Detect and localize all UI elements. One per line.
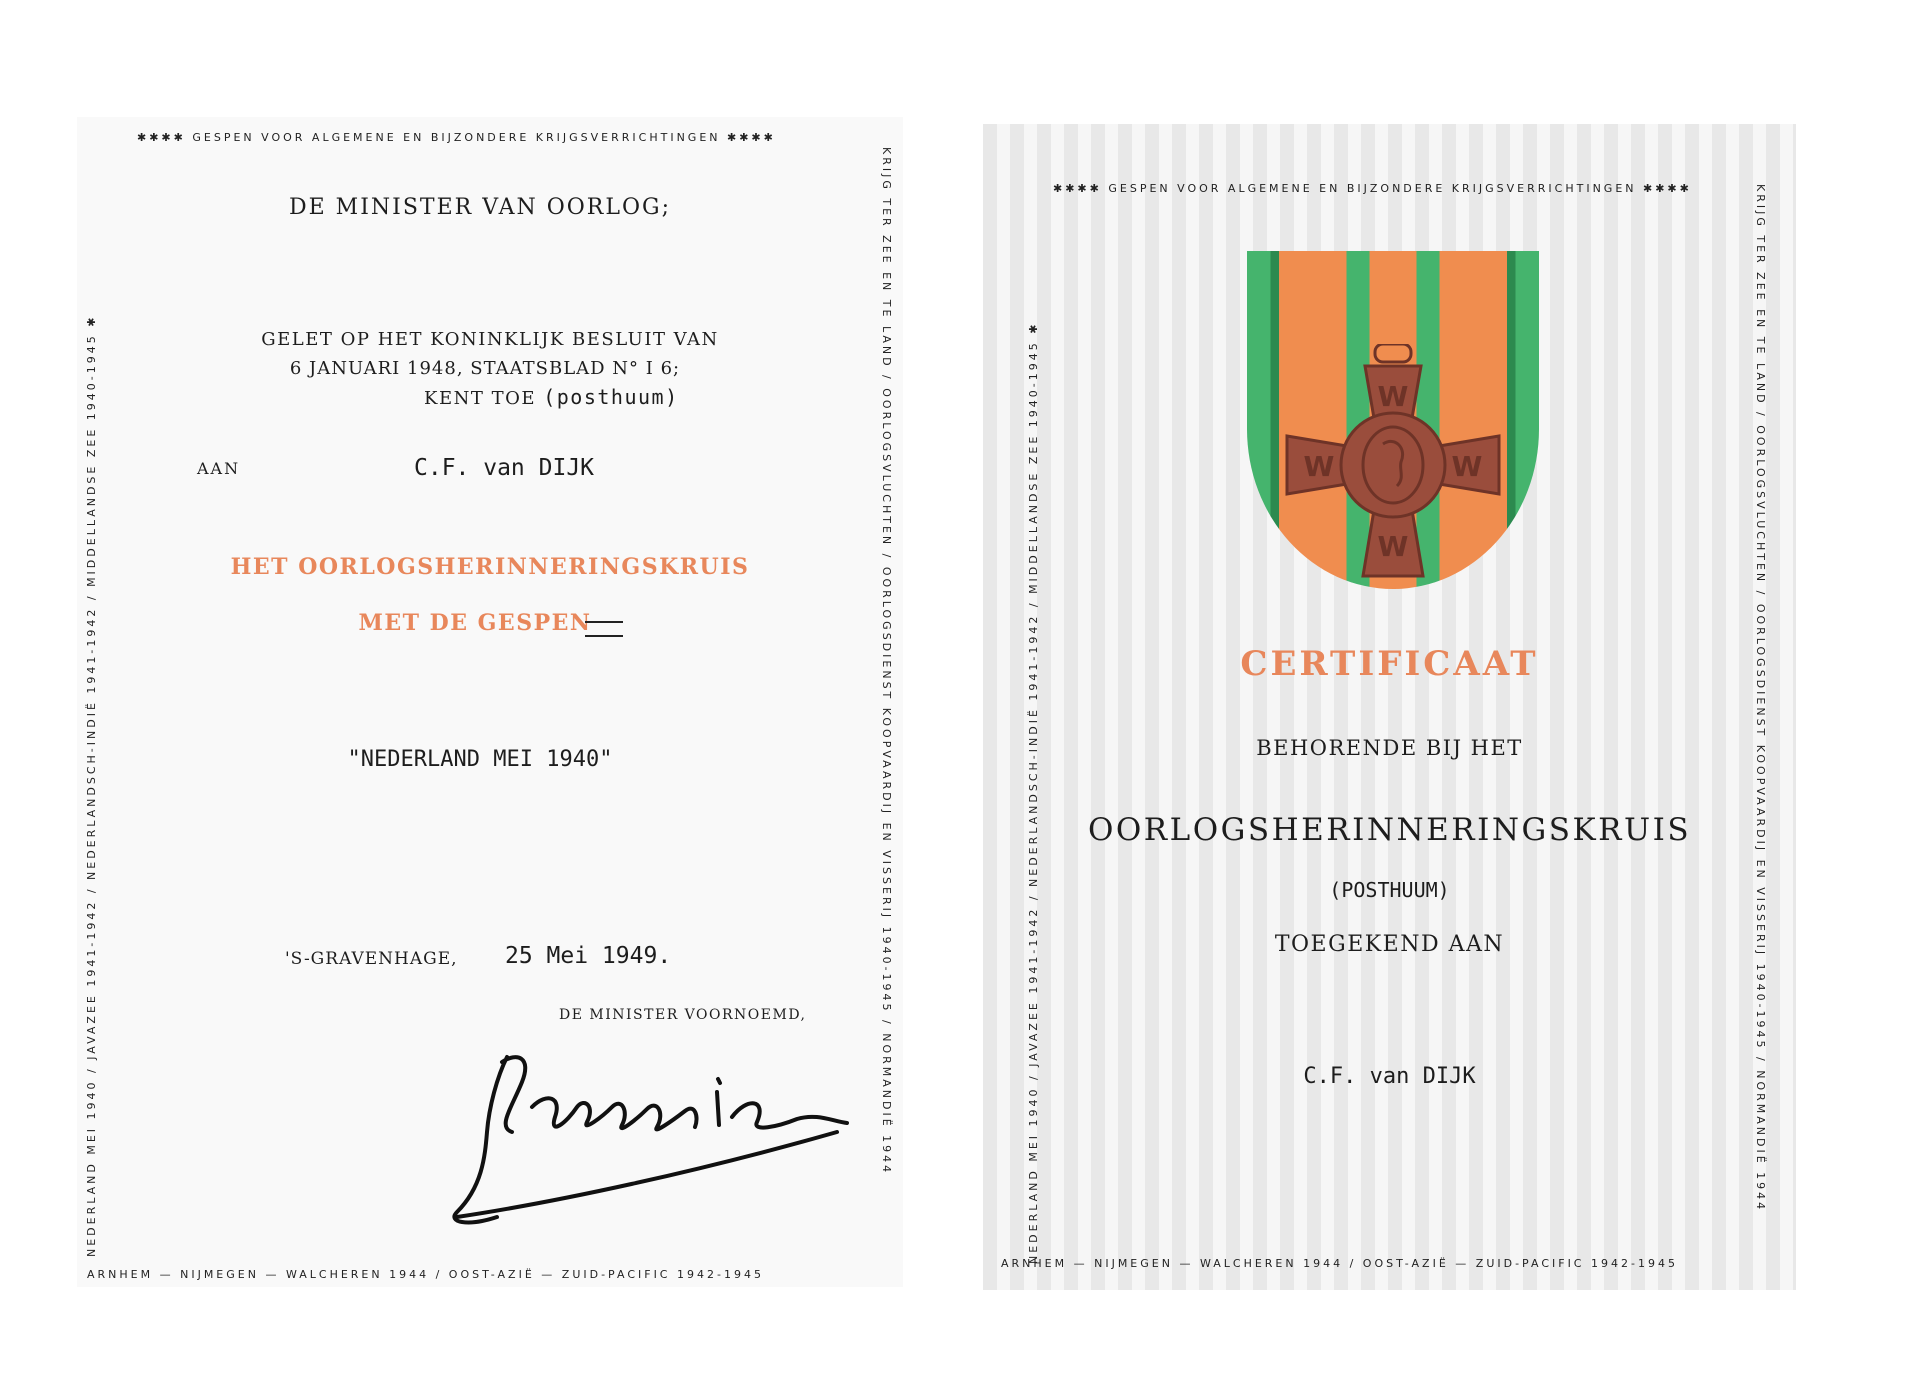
signatory-title: DE MINISTER VOORNOEMD, (559, 1007, 807, 1023)
award-title-line-2: MET DE GESPEN (358, 610, 592, 636)
recipient-label: AAN (197, 459, 241, 478)
decree-heading: DE MINISTER VAN OORLOG; (288, 195, 671, 220)
certificate-subtitle: BEHORENDE BIJ HET (1256, 736, 1523, 760)
border-right-text: KRIJG TER ZEE EN TE LAND / OORLOGSVLUCHTEN / OORLOGSDIENST KOOPVAARDIJ EN VISSERIJ 1940-1945 / NORMANDIË 1944 (1754, 184, 1767, 1213)
certificate-sheet (983, 124, 1796, 1290)
granted-to-label: TOEGEKEND AAN (1274, 932, 1505, 957)
clasp-name: "NEDERLAND MEI 1940" (347, 747, 613, 772)
border-top-text: ✱✱✱✱ GESPEN VOOR ALGEMENE EN BIJZONDERE KRIJGSVERRICHTINGEN ✱✱✱✱ (1053, 182, 1692, 195)
border-left-text: NEDERLAND MEI 1940 / JAVAZEE 1941-1942 / NEDERLANDSCH-INDIË 1941-1942 / MIDDELLANDSE ZEE 1940-1945 ✱ (1027, 321, 1040, 1264)
awards-label: KENT TOE (424, 388, 536, 409)
border-bottom-text: ARNHEM — NIJMEGEN — WALCHEREN 1944 / OOST-AZIË — ZUID-PACIFIC 1942-1945 (1001, 1257, 1678, 1270)
award-decree-sheet (77, 117, 903, 1287)
svg-text:W: W (1377, 380, 1409, 413)
issue-date: 25 Mei 1949. (505, 943, 672, 969)
svg-text:W: W (1451, 450, 1483, 483)
border-bottom-text: ARNHEM — NIJMEGEN — WALCHEREN 1944 / OOST-AZIË — ZUID-PACIFIC 1942-1945 (87, 1268, 764, 1281)
minister-signature (437, 1037, 857, 1237)
award-title-line-1: HET OORLOGSHERINNERINGSKRUIS (230, 554, 750, 580)
border-top-text: ✱✱✱✱ GESPEN VOOR ALGEMENE EN BIJZONDERE KRIJGSVERRICHTINGEN ✱✱✱✱ (137, 131, 776, 144)
strike-through-mark (585, 621, 623, 637)
recipient-name: C.F. van DIJK (414, 455, 595, 481)
certificate-award-name: OORLOGSHERINNERINGSKRUIS (1087, 812, 1692, 848)
certificate-recipient-name: C.F. van DIJK (1303, 1064, 1476, 1089)
decree-line-1: GELET OP HET KONINKLIJK BESLUIT VAN (261, 329, 719, 350)
posthumous-note: (POSTHUUM) (1329, 878, 1450, 902)
border-right-text: KRIJG TER ZEE EN TE LAND / OORLOGSVLUCHTEN / OORLOGSDIENST KOOPVAARDIJ EN VISSERIJ 1940-1945 / NORMANDIË 1944 (880, 147, 893, 1176)
war-commemorative-cross-icon (1277, 344, 1509, 584)
awards-line (424, 385, 679, 409)
border-left-text: NEDERLAND MEI 1940 / JAVAZEE 1941-1942 / NEDERLANDSCH-INDIË 1941-1942 / MIDDELLANDSE ZEE 1940-1945 ✱ (85, 314, 98, 1257)
awards-typed-note: (posthuum) (543, 385, 679, 409)
decree-line-2: 6 JANUARI 1948, STAATSBLAD N° I 6; (289, 358, 681, 379)
certificate-title: CERTIFICAAT (1240, 644, 1539, 684)
svg-text:W: W (1377, 530, 1409, 563)
place-label: 'S-GRAVENHAGE, (285, 949, 458, 969)
svg-text:W: W (1303, 450, 1335, 483)
